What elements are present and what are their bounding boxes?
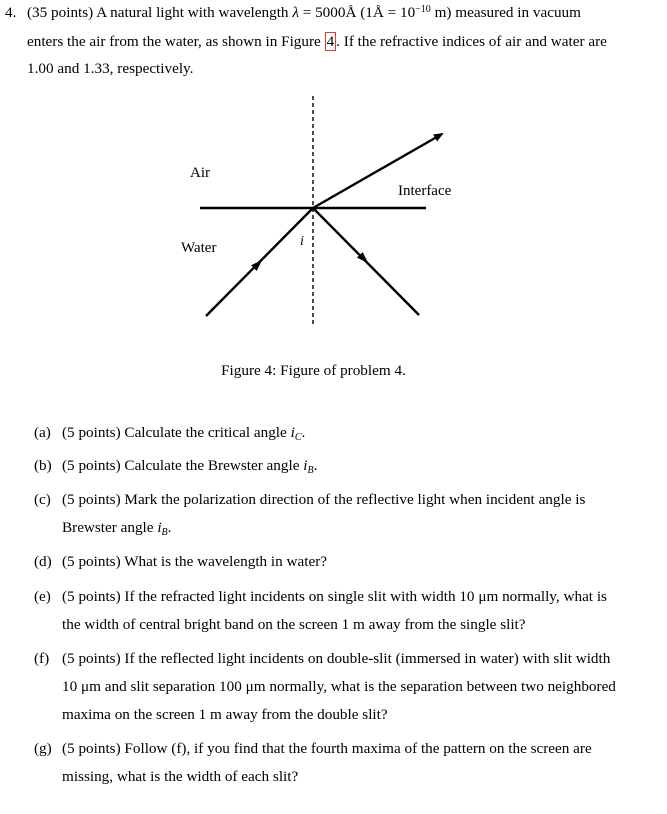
angle-label: i — [300, 234, 304, 249]
period: . — [301, 424, 306, 441]
part-label: (f) — [34, 650, 50, 667]
intro-line-1 — [27, 3, 581, 23]
part-text-2 — [62, 518, 171, 538]
part-label: (e) — [34, 588, 51, 605]
part-text-2: the width of central bright band on the screen 1 m away from the single slit? — [62, 616, 526, 633]
part-label: (g) — [34, 740, 52, 757]
intro-text-a: (35 points) A natural light with wavelength — [27, 4, 293, 21]
part-label: (a) — [34, 424, 51, 441]
symbol-i: i — [157, 519, 162, 536]
intro-line-2 — [27, 32, 607, 52]
part-text-1: (5 points) Mark the polarization direction of the reflective light when incident angle is — [62, 491, 586, 508]
problem-number: 4. — [5, 4, 17, 21]
intro-text-c: m) measured in vacuum — [430, 4, 581, 21]
part-label: (c) — [34, 491, 51, 508]
intro-line-3: 1.00 and 1.33, respectively. — [27, 60, 194, 77]
intro-text-e: . If the refractive indices of air and water are — [336, 33, 607, 50]
subscript: C — [294, 432, 302, 443]
figure-reference-link[interactable]: 4 — [326, 33, 335, 50]
figure-caption: Figure 4: Figure of problem 4. — [221, 362, 406, 379]
subscript: B — [161, 527, 168, 538]
reflected-ray — [313, 208, 419, 315]
part-text — [62, 423, 305, 443]
water-label: Water — [181, 240, 217, 256]
part-text-1: (5 points) Calculate the critical angle — [62, 424, 291, 441]
lambda-symbol: λ — [292, 4, 299, 21]
part-text-2: 10 μm and slit separation 100 μm normally, what is the separation between two neighbored — [62, 678, 616, 695]
intro-text-d: enters the air from the water, as shown in Figure — [27, 33, 325, 50]
symbol-i: i — [303, 457, 308, 474]
interface-label: Interface — [398, 183, 452, 199]
period: . — [313, 457, 318, 474]
air-label: Air — [190, 165, 210, 181]
subscript: B — [307, 465, 314, 476]
part-text-1: (5 points) Calculate the Brewster angle — [62, 457, 304, 474]
intro-text-b: = 5000Å (1Å = 10 — [298, 4, 416, 21]
part-label: (b) — [34, 457, 52, 474]
part-text — [62, 456, 317, 476]
part-text-1: (5 points) What is the wavelength in water? — [62, 553, 328, 570]
period: . — [167, 519, 172, 536]
part-text-1: (5 points) If the refracted light incidents on single slit with width 10 μm normally, what is — [62, 588, 607, 605]
refraction-figure — [170, 90, 470, 335]
incident-ray — [206, 208, 313, 316]
part-text-2a: Brewster angle — [62, 519, 158, 536]
part-text-1: (5 points) If the reflected light incidents on double-slit (immersed in water) with slit width — [62, 650, 611, 667]
exponent: −10 — [415, 4, 431, 15]
part-text-3: maxima on the screen 1 m away from the double slit? — [62, 706, 388, 723]
part-label: (d) — [34, 553, 52, 570]
part-text-2: missing, what is the width of each slit? — [62, 768, 299, 785]
symbol-i: i — [290, 424, 295, 441]
part-text-1: (5 points) Follow (f), if you find that the fourth maxima of the pattern on the screen are — [62, 740, 592, 757]
